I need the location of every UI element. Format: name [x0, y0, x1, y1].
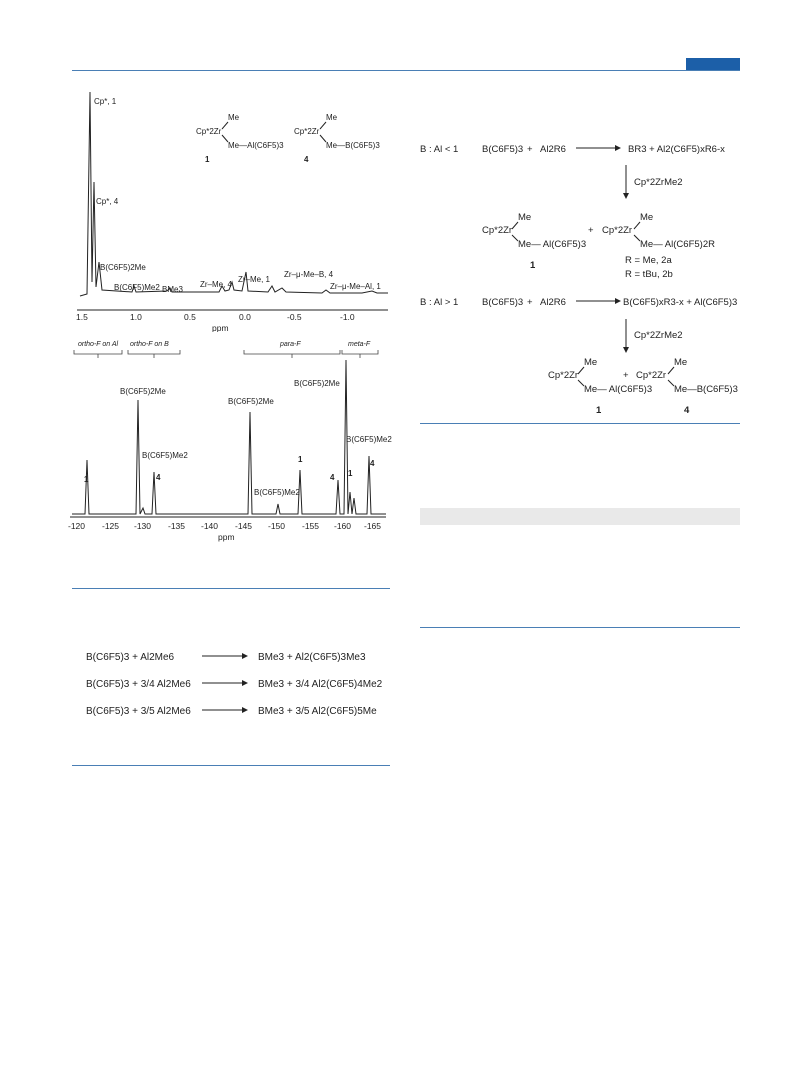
rxn3-rhs: BMe3 + 3/5 Al2(C6F5)5Me — [258, 706, 377, 717]
f-peak-4b: 4 — [330, 473, 335, 482]
struct4-me-bot: Me—B(C6F5)3 — [326, 141, 380, 150]
f-tick: -150 — [268, 521, 286, 531]
svg-text:Me: Me — [584, 357, 598, 368]
f-tick: -140 — [201, 521, 219, 531]
struct1-num: 1 — [205, 155, 210, 164]
reaction-scheme — [420, 135, 750, 425]
f-axis-label: ppm — [218, 532, 235, 542]
f-peak-1a: 1 — [84, 475, 89, 484]
table-header-band — [420, 508, 740, 525]
f-peak-b2me: B(C6F5)2Me — [120, 387, 166, 396]
right-rule-1 — [420, 423, 740, 424]
struct4-num: 4 — [304, 155, 309, 164]
f-peak-b2me-para: B(C6F5)2Me — [228, 397, 274, 406]
q4-cp: Cp*2Zr — [636, 370, 667, 381]
cond2: B : Al > 1 — [420, 297, 459, 308]
h-nmr-spectrum — [72, 82, 392, 332]
h-label-cp1: Cp*, 1 — [94, 97, 117, 106]
svg-text:+: + — [623, 370, 629, 381]
header-rule — [72, 70, 740, 71]
rxn2-rhs: BMe3 + 3/4 Al2(C6F5)4Me2 — [258, 679, 383, 690]
h-tick: -1.0 — [340, 312, 355, 322]
svg-text:Me: Me — [674, 357, 688, 368]
rxn1-rhs: BMe3 + Al2(C6F5)3Me3 — [258, 652, 366, 663]
h-label-zrmub: Zr–μ-Me–B, 4 — [284, 270, 334, 279]
struct1-me-top: Me — [228, 113, 240, 122]
h-tick: 0.0 — [239, 312, 251, 322]
f-tick: -135 — [168, 521, 186, 531]
f-tick: -160 — [334, 521, 352, 531]
region-ortho-b: ortho-F on B — [130, 341, 169, 348]
r-bu: R = tBu, 2b — [625, 269, 673, 280]
left-rule-bottom — [72, 765, 390, 766]
p1-bot: Me— Al(C6F5)3 — [518, 239, 587, 250]
rxn1-lhs: B(C6F5)3 + Al2Me6 — [86, 652, 175, 663]
cond1: B : Al < 1 — [420, 144, 459, 155]
region-ortho-al: ortho-F on Al — [78, 341, 119, 348]
r1-rhs: BR3 + Al2(C6F5)xR6-x — [628, 144, 725, 155]
p1-num: 1 — [530, 260, 536, 271]
f-tick: -145 — [235, 521, 253, 531]
q4-num: 4 — [684, 405, 690, 416]
q1-num: 1 — [596, 405, 602, 416]
reagent2: Cp*2ZrMe2 — [634, 330, 683, 341]
q1-bot: Me— Al(C6F5)3 — [584, 384, 653, 395]
struct1-cp: Cp*2Zr — [196, 127, 222, 136]
f-nmr-spectrum — [68, 332, 392, 547]
f-peak-bme2-meta: B(C6F5)Me2 — [346, 435, 392, 444]
svg-text:+: + — [527, 144, 533, 155]
left-rule-top — [72, 588, 390, 589]
h-label-b2me: B(C6F5)2Me — [100, 263, 146, 272]
p2-cp: Cp*2Zr — [602, 225, 633, 236]
h-tick: 1.5 — [76, 312, 88, 322]
right-rule-2 — [420, 627, 740, 628]
f-peak-1c: 1 — [348, 469, 353, 478]
r2-lhs1: B(C6F5)3 — [482, 297, 524, 308]
r2-rhs: B(C6F5)xR3-x + Al(C6F5)3 — [623, 297, 738, 308]
h-axis-label: ppm — [212, 323, 229, 332]
svg-text:Me: Me — [518, 212, 532, 223]
struct1-me-bot: Me—Al(C6F5)3 — [228, 141, 284, 150]
h-label-bme2: B(C6F5)Me2 — [114, 283, 160, 292]
r1-lhs2: Al2R6 — [540, 144, 566, 155]
reaction-list — [86, 645, 386, 725]
r1-lhs1: B(C6F5)3 — [482, 144, 524, 155]
h-tick: 0.5 — [184, 312, 196, 322]
f-tick: -125 — [102, 521, 120, 531]
h-label-zrme4: Zr–Me, 4 — [200, 280, 233, 289]
rxn3-lhs: B(C6F5)3 + 3/5 Al2Me6 — [86, 706, 191, 717]
struct4-cp: Cp*2Zr — [294, 127, 320, 136]
h-label-bme3: BMe3 — [162, 285, 183, 294]
f-peak-1b: 1 — [298, 455, 303, 464]
svg-text:Me: Me — [640, 212, 654, 223]
f-peak-bme2: B(C6F5)Me2 — [142, 451, 188, 460]
q1-cp: Cp*2Zr — [548, 370, 579, 381]
h-label-cp4: Cp*, 4 — [96, 197, 119, 206]
h-label-zrme1: Zr–Me, 1 — [238, 275, 271, 284]
region-para: para-F — [280, 341, 301, 348]
f-tick: -130 — [134, 521, 152, 531]
f-tick: -120 — [68, 521, 86, 531]
p2-bot: Me— Al(C6F5)2R — [640, 239, 715, 250]
header-tab — [686, 58, 740, 70]
r-me: R = Me, 2a — [625, 255, 672, 266]
q4-bot: Me—B(C6F5)3 — [674, 384, 738, 395]
svg-text:+: + — [588, 225, 594, 236]
r2-lhs2: Al2R6 — [540, 297, 566, 308]
f-peak-4c: 4 — [370, 459, 375, 468]
svg-text:+: + — [527, 297, 533, 308]
h-tick: 1.0 — [130, 312, 142, 322]
f-peak-bme2-para: B(C6F5)Me2 — [254, 488, 300, 497]
p1-cp: Cp*2Zr — [482, 225, 513, 236]
region-meta: meta-F — [348, 341, 371, 348]
struct4-me-top: Me — [326, 113, 338, 122]
f-peak-b2me-meta: B(C6F5)2Me — [294, 379, 340, 388]
f-tick: -155 — [302, 521, 320, 531]
h-label-zrmual: Zr–μ-Me–Al, 1 — [330, 282, 381, 291]
f-tick: -165 — [364, 521, 382, 531]
rxn2-lhs: B(C6F5)3 + 3/4 Al2Me6 — [86, 679, 191, 690]
reagent1: Cp*2ZrMe2 — [634, 177, 683, 188]
f-peak-4a: 4 — [156, 473, 161, 482]
h-tick: -0.5 — [287, 312, 302, 322]
